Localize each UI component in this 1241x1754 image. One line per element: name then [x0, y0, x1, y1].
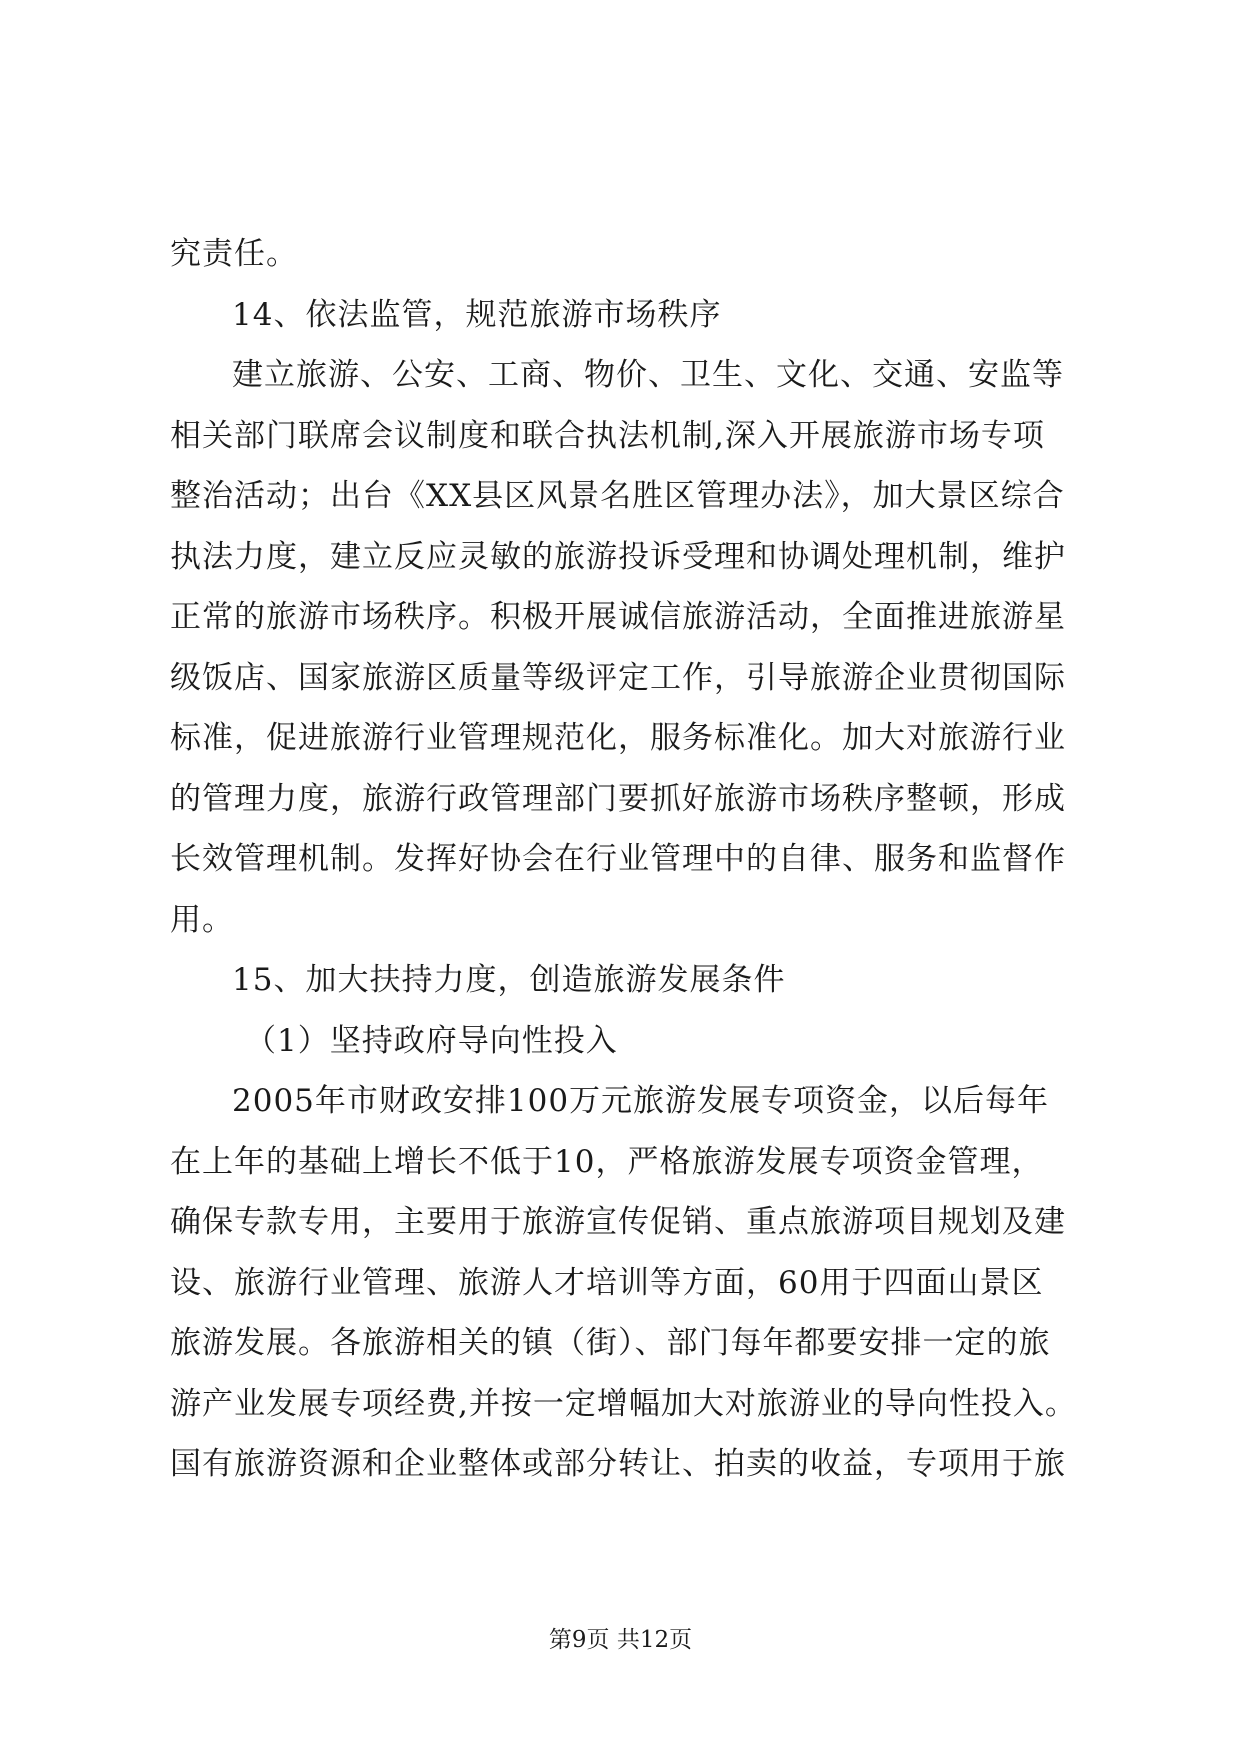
paragraph-line: 级饭店、国家旅游区质量等级评定工作，引导旅游企业贯彻国际: [170, 659, 1066, 696]
paragraph-line: 的管理力度，旅游行政管理部门要抓好旅游市场秩序整顿，形成: [170, 780, 1066, 817]
paragraph-line: 在上年的基础上增长不低于10，严格旅游发展专项资金管理，: [170, 1143, 1044, 1180]
paragraph-line: 整治活动；出台《XX县区风景名胜区管理办法》，加大景区综合: [170, 478, 1065, 514]
paragraph-line: 究责任。: [170, 236, 298, 272]
paragraph-line: 设、旅游行业管理、旅游人才培训等方面，60用于四面山景区: [170, 1264, 1044, 1301]
paragraph-line: 2005年市财政安排100万元旅游发展专项资金，以后每年: [232, 1083, 1050, 1119]
paragraph-line: 标准，促进旅游行业管理规范化，服务标准化。加大对旅游行业: [170, 720, 1066, 756]
section-heading-14: 14、依法监管，规范旅游市场秩序: [232, 296, 722, 333]
paragraph-line: 相关部门联席会议制度和联合执法机制,深入开展旅游市场专项: [170, 417, 1045, 454]
subsection-heading-1: （1）坚持政府导向性投入: [245, 1022, 618, 1059]
page-number-footer: 第9页 共12页: [548, 1627, 693, 1653]
paragraph-line: 长效管理机制。发挥好协会在行业管理中的自律、服务和监督作: [170, 841, 1066, 877]
paragraph-line: 执法力度，建立反应灵敏的旅游投诉受理和协调处理机制，维护: [170, 538, 1066, 575]
paragraph-line: 建立旅游、公安、工商、物价、卫生、文化、交通、安监等: [232, 357, 1064, 393]
paragraph-line: 游产业发展专项经费,并按一定增幅加大对旅游业的导向性投入。: [170, 1385, 1077, 1422]
paragraph-line: 用。: [170, 901, 234, 938]
paragraph-line: 国有旅游资源和企业整体或部分转让、拍卖的收益，专项用于旅: [170, 1446, 1066, 1482]
section-heading-15: 15、加大扶持力度，创造旅游发展条件: [232, 962, 786, 998]
paragraph-line: 确保专款专用，主要用于旅游宣传促销、重点旅游项目规划及建: [170, 1204, 1066, 1240]
paragraph-line: 正常的旅游市场秩序。积极开展诚信旅游活动，全面推进旅游星: [170, 599, 1066, 635]
paragraph-line: 旅游发展。各旅游相关的镇（街）、部门每年都要安排一定的旅: [170, 1325, 1051, 1361]
document-body: [170, 224, 1090, 1495]
